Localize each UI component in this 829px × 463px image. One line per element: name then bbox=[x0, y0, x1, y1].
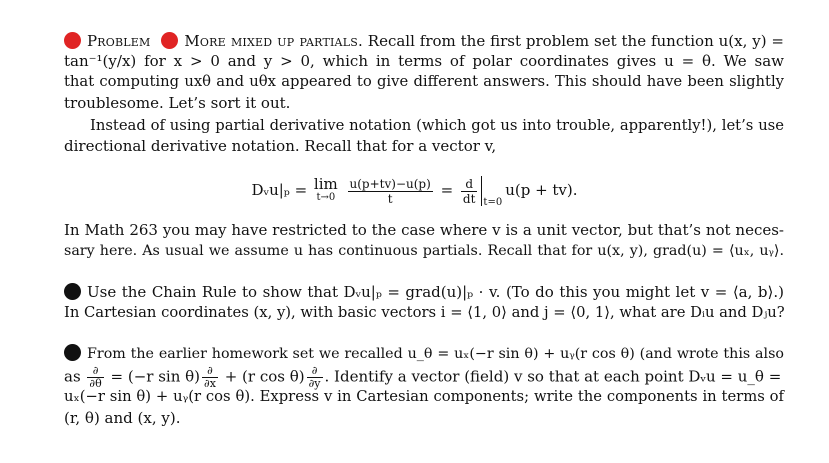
problem-header-line bbox=[64, 31, 784, 51]
paragraph-line: tan⁻¹(y/x) for x > 0 and y > 0, which in terms of polar coordinates gives u = θ. We saw bbox=[64, 52, 784, 70]
limit-text: lim bbox=[313, 175, 338, 193]
fraction-numerator: d bbox=[461, 177, 478, 192]
paragraph-line: uₓ(−r sin θ) + uᵧ(r cos θ). Express v in Cartesian components; write the components in terms of bbox=[64, 388, 784, 405]
part-two-text: From the earlier homework set we recalled u_θ = uₓ(−r sin θ) + uᵧ(r cos θ) (and wrote this also bbox=[87, 346, 784, 362]
text-segment: as bbox=[64, 367, 86, 386]
problem-label: Problem bbox=[87, 32, 151, 50]
difference-quotient bbox=[348, 177, 433, 206]
fraction-denominator: dt bbox=[462, 191, 476, 206]
fraction-denominator: ∂θ bbox=[89, 377, 102, 390]
paragraph-line: directional derivative notation. Recall that for a vector v, bbox=[64, 137, 497, 155]
fraction-denominator: ∂x bbox=[204, 377, 216, 390]
fraction-numerator: ∂ bbox=[87, 365, 103, 378]
directional-derivative-equation bbox=[0, 176, 829, 213]
red-bullet-icon bbox=[161, 32, 178, 49]
part-one-line bbox=[64, 282, 784, 302]
fraction-denominator: ∂y bbox=[308, 377, 321, 390]
evaluation-subscript: t=0 bbox=[483, 197, 503, 208]
black-bullet-icon bbox=[64, 283, 81, 300]
text-segment: + (r cos θ) bbox=[219, 367, 305, 386]
derivative-operator bbox=[461, 177, 478, 206]
fraction-denominator: t bbox=[387, 191, 393, 206]
equation-rhs: u(p + tv). bbox=[505, 181, 578, 199]
paragraph-line: Instead of using partial derivative notation (which got us into trouble, apparently!), let’s use bbox=[90, 117, 784, 134]
part-one-text: Use the Chain Rule to show that Dᵥu|ₚ = grad(u)|ₚ · v. (To do this you might let v = ⟨a, b⟩.) bbox=[87, 283, 784, 301]
equation-lhs: Dᵥu|ₚ = bbox=[251, 181, 312, 199]
fraction-numerator: ∂ bbox=[307, 365, 323, 378]
text-segment: . Identify a vector (field) v so that at each point Dᵥu = u_θ = bbox=[324, 367, 782, 386]
paragraph-line: sary here. As usual we assume u has continuous partials. Recall that for u(x, y), grad(u) = ⟨uₓ, uᵧ⟩. bbox=[64, 243, 784, 259]
problem-title: More mixed up partials. bbox=[184, 32, 363, 50]
text-segment: = (−r sin θ) bbox=[105, 367, 201, 386]
paragraph-line: (r, θ) and (x, y). bbox=[64, 409, 181, 427]
paragraph-line: In Cartesian coordinates (x, y), with basic vectors i = ⟨1, 0⟩ and j = ⟨0, 1⟩, what are Dᵢu and Dⱼu? bbox=[64, 304, 785, 321]
fraction-numerator: ∂ bbox=[202, 365, 218, 378]
paragraph-text: Recall from the first problem set the function u(x, y) = bbox=[362, 32, 784, 50]
red-bullet-icon bbox=[64, 32, 81, 49]
paragraph-line: In Math 263 you may have restricted to the case where v is a unit vector, but that’s not neces- bbox=[64, 221, 784, 239]
equals-sign: = bbox=[440, 181, 458, 199]
part-two-line bbox=[64, 344, 784, 364]
fraction-numerator: u(p+tv)−u(p) bbox=[349, 176, 431, 191]
paragraph-line: that computing uxθ and uθx appeared to give different answers. This should have been slightly bbox=[64, 73, 784, 90]
black-bullet-icon bbox=[64, 344, 81, 361]
limit-subscript: t→0 bbox=[316, 192, 336, 203]
limit-operator bbox=[313, 175, 338, 204]
paragraph-line: troublesome. Let’s sort it out. bbox=[64, 94, 291, 112]
